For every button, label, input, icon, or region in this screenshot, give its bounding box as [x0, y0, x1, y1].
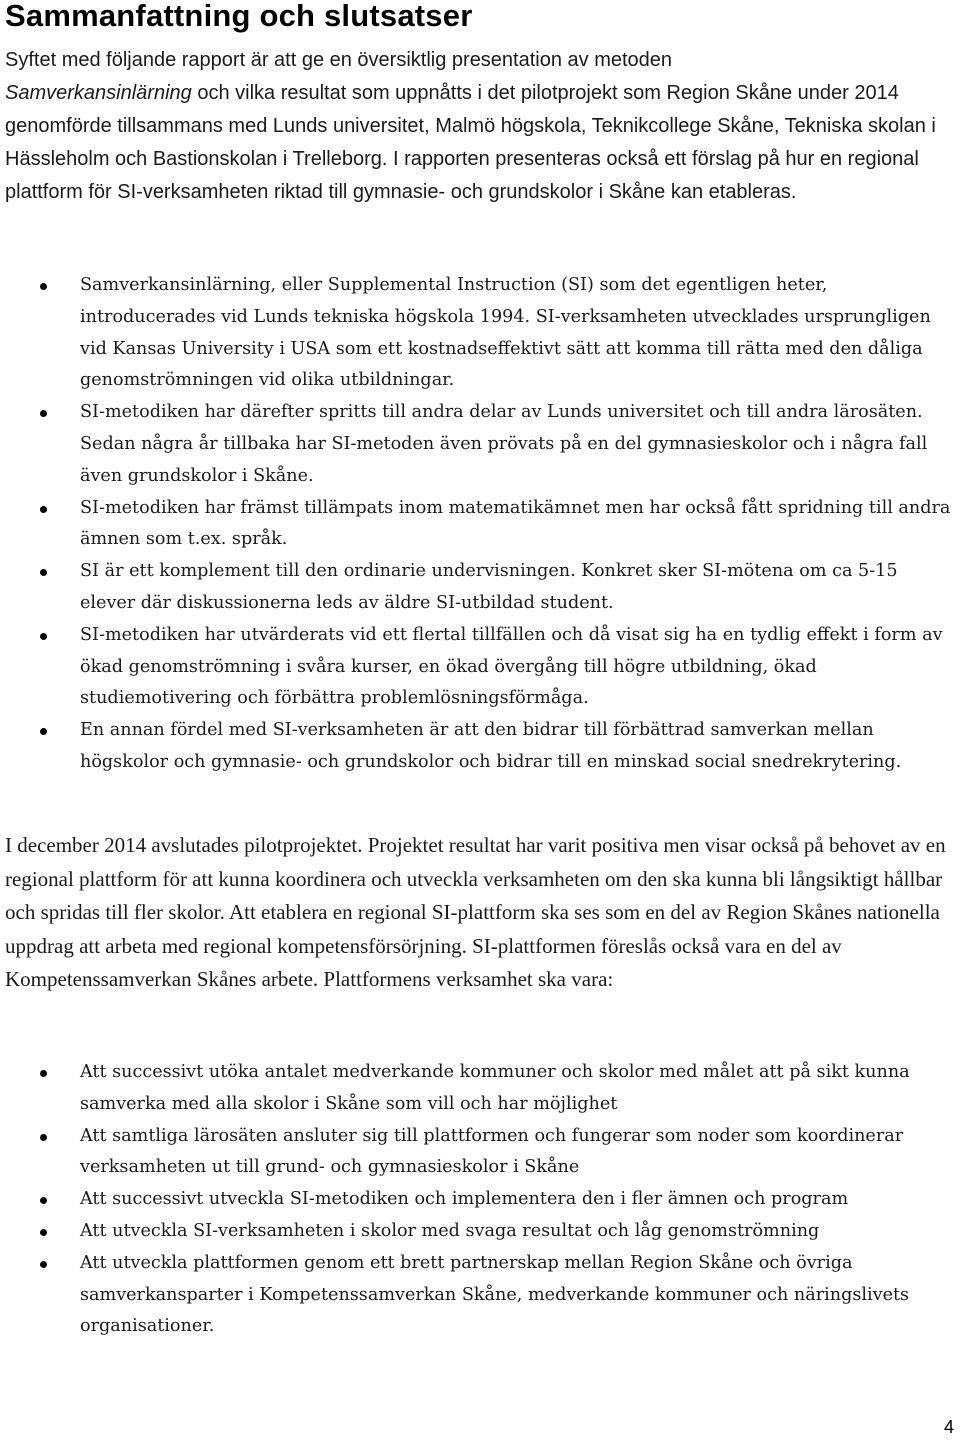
list-item: [0, 556, 960, 620]
list-item: [0, 1121, 960, 1185]
bullet-icon: [40, 410, 47, 417]
bullet-icon: [40, 633, 47, 640]
si-facts-list: [0, 270, 960, 779]
page-number: 4: [943, 1417, 954, 1437]
bullet-icon: [40, 283, 47, 290]
intro-lead: Syftet med följande rapport är att ge en översiktlig presentation av metoden: [5, 49, 673, 71]
intro-term: Samverkansinlärning: [5, 82, 192, 104]
page-heading: Sammanfattning och slutsatser: [5, 0, 473, 33]
intro-rest: och vilka resultat som uppnåtts i det pilotprojekt som Region Skåne under 2014 genomförde tillsammans med Lunds universitet, Malmö högskola, Teknikcollege Skåne, Tekniska skolan i Hässleholm och Bastionskolan i Trelleborg. I rapporten presenteras också ett förslag på hur en regional plattform för SI-verksamheten riktad till gymnasie- och grundskolor i Skåne kan etableras.: [5, 82, 936, 203]
list-item-text: Att utveckla SI-verksamheten i skolor med svaga resultat och låg genomströmning: [80, 1220, 820, 1241]
closing-paragraph: I december 2014 avslutades pilotprojektet. Projektet resultat har varit positiva men visar också på behovet av en regional plattform för att kunna koordinera och utveckla verksamheten om den ska kunna bli långsiktigt hållbar och spridas till fler skolor. Att etablera en regional SI-plattform ska ses som en del av Region Skånes nationella uppdrag att arbeta med regional kompetensförsörjning. SI-plattformen föreslås också vara en del av Kompetenssamverkan Skånes arbete. Plattformens verksamhet ska vara:: [5, 833, 946, 992]
list-item-text: Att utveckla plattformen genom ett brett partnerskap mellan Region Skåne och övriga samverkansparter i Kompetenssamverkan Skåne, medverkande kommuner och näringslivets organisationer.: [80, 1252, 910, 1337]
platform-goals-list: [0, 1057, 960, 1343]
list-item-text: SI-metodiken har utvärderats vid ett flertal tillfällen och då visat sig ha en tydlig effekt i form av ökad genomströmning i svåra kurser, en ökad övergång till högre utbildning, ökad studiemotivering och förbättra problemlösningsförmåga.: [80, 624, 943, 709]
bullet-icon: [40, 728, 47, 735]
bullet-icon: [40, 1229, 47, 1236]
list-item: [0, 270, 960, 397]
intro-paragraph: [5, 44, 960, 209]
bullet-icon: [40, 506, 47, 513]
list-item-text: SI är ett komplement till den ordinarie undervisningen. Konkret sker SI-mötena om ca 5-15 elever där diskussionerna leds av äldre SI-utbildad student.: [80, 561, 898, 613]
list-item-text: SI-metodiken har främst tillämpats inom matematikämnet men har också fått spridning till andra ämnen som t.ex. språk.: [80, 497, 951, 550]
list-item: [0, 1216, 960, 1248]
bullet-icon: [40, 1197, 47, 1204]
list-item: [0, 1184, 960, 1216]
list-item-text: Samverkansinlärning, eller Supplemental Instruction (SI) som det egentligen heter, introducerades vid Lunds tekniska högskola 1994. SI-verksamheten utvecklades ursprungligen vid Kansas University i USA som ett kostnadseffektivt sätt att komma till rätta med den dåliga genomströmningen vid olika utbildningar.: [80, 275, 931, 391]
list-item: [0, 397, 960, 492]
list-item: [0, 620, 960, 715]
list-item-text: Att successivt utveckla SI-metodiken och implementera den i fler ämnen och program: [80, 1189, 849, 1210]
bullet-icon: [40, 569, 47, 576]
list-item-text: Att successivt utöka antalet medverkande kommuner och skolor med målet att på sikt kunna samverka med alla skolor i Skåne som vill och har möjlighet: [80, 1062, 910, 1114]
list-item: [0, 715, 960, 779]
list-item-text: Att samtliga lärosäten ansluter sig till plattformen och fungerar som noder som koordinerar verksamheten ut till grund- och gymnasieskolor i Skåne: [80, 1125, 904, 1178]
bullet-icon: [40, 1261, 47, 1268]
list-item: [0, 1057, 960, 1121]
list-item: [0, 1248, 960, 1343]
list-item: [0, 493, 960, 557]
bullet-icon: [40, 1134, 47, 1141]
list-item-text: SI-metodiken har därefter spritts till andra delar av Lunds universitet och till andra lärosäten. Sedan några år tillbaka har SI-metoden även prövats på en del gymnasieskolor och i några fall även grundskolor i Skåne.: [80, 402, 928, 486]
bullet-icon: [40, 1070, 47, 1077]
list-item-text: En annan fördel med SI-verksamheten är att den bidrar till förbättrad samverkan mellan högskolor och gymnasie- och grundskolor och bidrar till en minskad social snedrekrytering.: [80, 720, 902, 772]
